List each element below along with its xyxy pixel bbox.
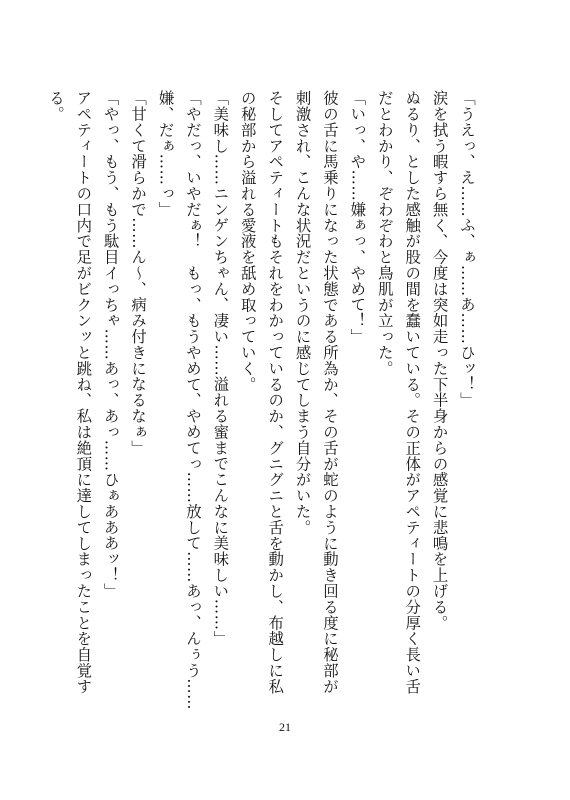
text-line: アペティートの口内で足がビクンッと跳ね、私は絶頂に達してしまったことを自覚す [74,90,93,695]
text-line: の秘部から溢れる愛液を舐め取っていく。 [238,90,257,393]
text-line: 刺激され、こんな状況だというのに感じてしまう自分がいた。 [293,90,312,536]
text-line: 「美味し……ニンゲンちゃん、凄い……溢れる蜜までこんなに美味しい……」 [211,90,230,647]
text-line: 「やっ、もう、もう駄目イっちゃ……あっ、あっ……ひぁあああッ！」 [101,90,120,599]
text-line: 嫌、だぁ……っ」 [156,90,175,218]
text-line: だとわかり、ぞわぞわと鳥肌が立った。 [375,90,394,377]
text-line: そしてアペティートもそれをわかっているのか、グニグニと舌を動かし、布越しに私 [266,90,285,695]
text-line: 涙を拭う暇すら無く、今度は突如走った下半身からの感覚に悲鳴を上げる。 [430,90,449,631]
page-number: 21 [279,720,291,734]
text-line: 彼の舌に馬乗りになった状態である所為か、その舌が蛇のように動き回る度に秘部が [320,90,339,695]
novel-text-block [42,90,481,710]
text-line: 「いっ、や……嫌ぁっ、やめて！」 [348,90,367,345]
text-line: ぬるり、とした感触が股の間を蠢いている。その正体がアペティートの分厚く長い舌 [403,90,422,695]
text-line: 「甘くて滑らかで……ん〜、病み付きになるなぁ」 [129,90,148,456]
text-line: る。 [46,90,65,122]
text-line: 「うえっ、え……ふ、ぁ……あ……ひッ！」 [458,90,476,408]
text-line: 「やだっ、いやだぁ！ もっ、もうやめて、やめてっ……放して……あっ、んぅう…… [183,90,202,711]
